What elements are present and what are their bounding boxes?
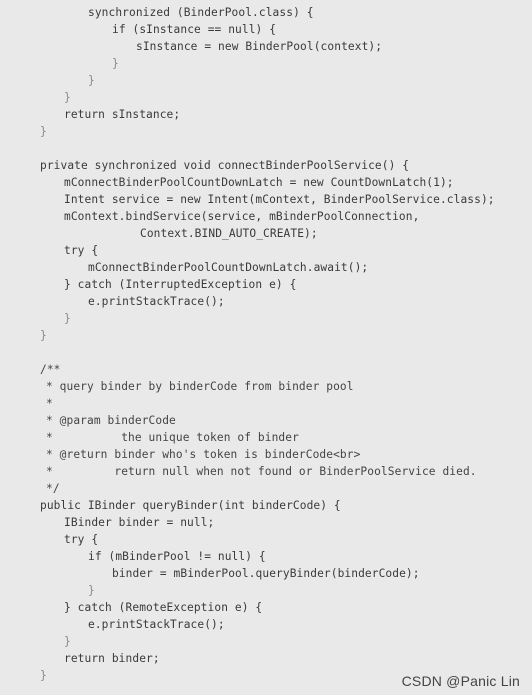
code-comment-line: * return null when not found or BinderPoolService died. — [46, 465, 477, 478]
code-line: mConnectBinderPoolCountDownLatch = new CountDownLatch(1); — [64, 176, 454, 189]
code-line: IBinder binder = null; — [64, 516, 215, 529]
code-line: private synchronized void connectBinderPoolService() { — [40, 159, 410, 172]
code-line: } — [112, 57, 119, 70]
code-line: } — [64, 312, 71, 325]
code-line: try { — [64, 244, 99, 257]
code-line: Intent service = new Intent(mContext, BinderPoolService.class); — [64, 193, 495, 206]
code-comment-line: * @param binderCode — [46, 414, 176, 427]
code-line: } — [64, 635, 71, 648]
watermark: CSDN @Panic Lin — [401, 673, 520, 689]
code-line: return binder; — [64, 652, 160, 665]
code-line: synchronized (BinderPool.class) { — [88, 6, 314, 19]
code-comment-line: * query binder by binderCode from binder pool — [46, 380, 354, 393]
code-comment-line: * @return binder who's token is binderCode<br> — [46, 448, 361, 461]
code-line: } — [88, 584, 95, 597]
code-line: public IBinder queryBinder(int binderCode) { — [40, 499, 341, 512]
code-line: sInstance = new BinderPool(context); — [136, 40, 383, 53]
code-line: Context.BIND_AUTO_CREATE); — [140, 227, 318, 240]
code-line: } — [40, 125, 47, 138]
code-line: mContext.bindService(service, mBinderPoolConnection, — [64, 210, 420, 223]
code-comment-line: * — [46, 397, 53, 410]
code-comment-line: /** — [40, 363, 61, 376]
code-line: e.printStackTrace(); — [88, 295, 225, 308]
code-line: return sInstance; — [64, 108, 181, 121]
code-line: try { — [64, 533, 99, 546]
code-line: if (mBinderPool != null) { — [88, 550, 266, 563]
code-line: } — [88, 74, 95, 87]
code-line: } catch (RemoteException e) { — [64, 601, 263, 614]
code-line: } — [40, 669, 47, 682]
code-line: mConnectBinderPoolCountDownLatch.await(); — [88, 261, 369, 274]
code-line: e.printStackTrace(); — [88, 618, 225, 631]
code-line: } catch (InterruptedException e) { — [64, 278, 297, 291]
code-line: } — [40, 329, 47, 342]
code-comment-line: * the unique token of binder — [46, 431, 299, 444]
code-line: } — [64, 91, 71, 104]
code-comment-line: */ — [46, 482, 60, 495]
code-line: if (sInstance == null) { — [112, 23, 277, 36]
code-line: binder = mBinderPool.queryBinder(binderCode); — [112, 567, 420, 580]
